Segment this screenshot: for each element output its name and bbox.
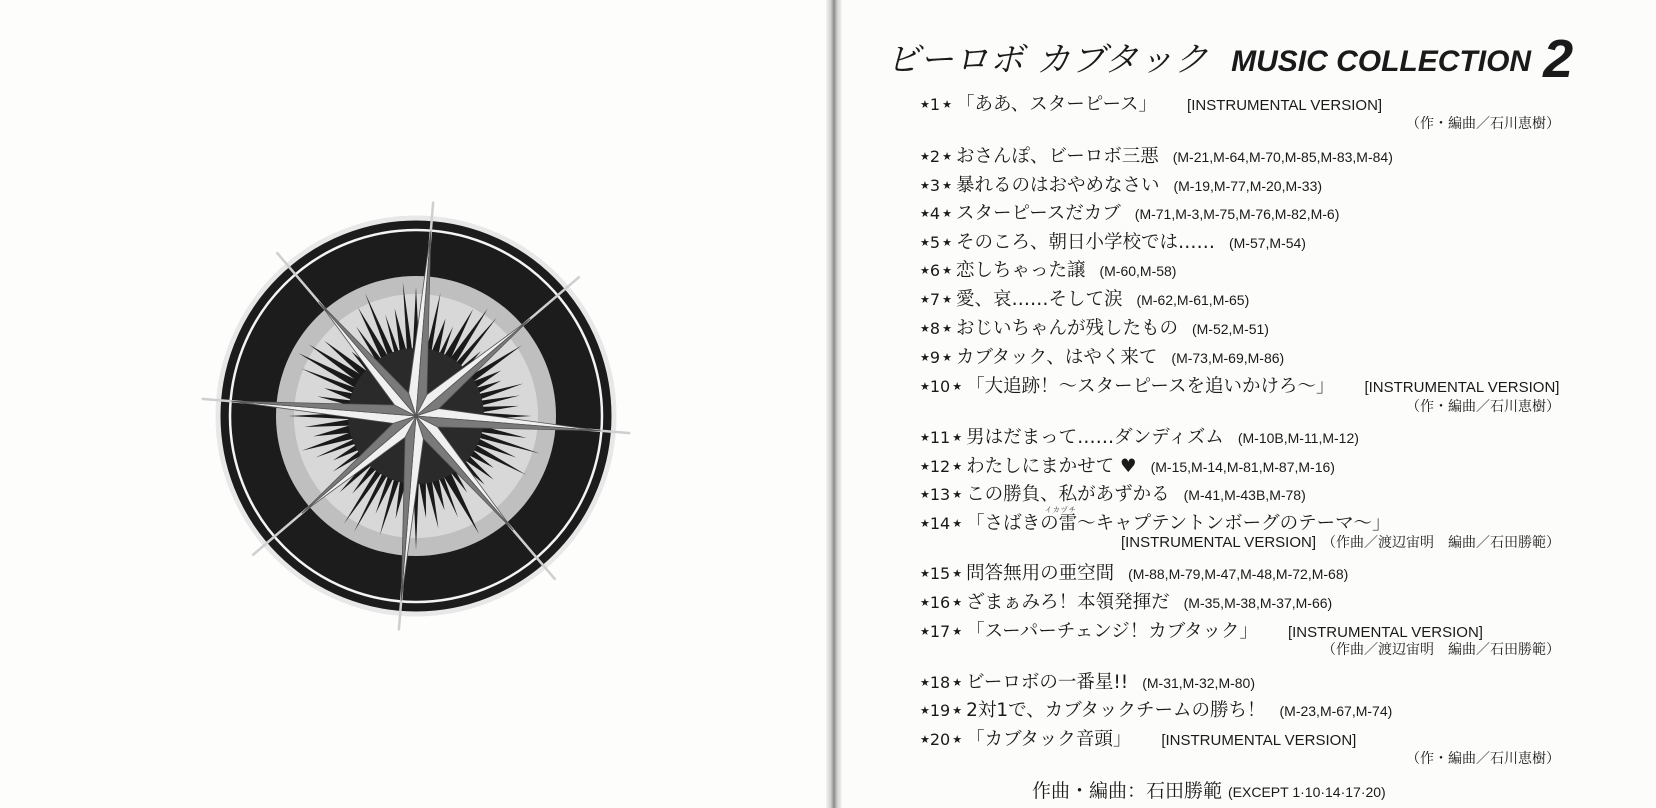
- album-title: [886, 28, 1573, 90]
- track-cue-list: (M-35,M-38,M-37,M-66): [1183, 595, 1333, 611]
- track-20: [920, 729, 1356, 752]
- track-cue-list: (M-57,M-54): [1228, 235, 1306, 251]
- compass-star-emblem: [196, 196, 636, 636]
- star-icon: ★: [952, 733, 963, 746]
- star-icon: ★: [942, 179, 952, 192]
- track-number: 13: [929, 485, 951, 504]
- track-number: 9: [929, 348, 941, 367]
- track-title: 「ああ、スターピース」: [955, 94, 1158, 115]
- star-icon: ★: [920, 322, 930, 335]
- track-number: 8: [929, 319, 941, 338]
- star-icon: ★: [952, 517, 963, 530]
- star-icon: ★: [920, 704, 930, 717]
- track-cue-list: (M-19,M-77,M-20,M-33): [1173, 178, 1323, 194]
- track-10: [920, 376, 1559, 399]
- track-cue-list: (M-71,M-3,M-75,M-76,M-82,M-6): [1134, 206, 1340, 222]
- star-icon: ★: [942, 351, 952, 364]
- composer-credit: （作・編曲／石川恵樹）: [1406, 399, 1560, 415]
- star-icon: ★: [952, 704, 963, 717]
- track-number: 3: [929, 176, 941, 195]
- track-9: [920, 347, 1284, 369]
- track-title: ビーロボの一番星!!: [966, 672, 1129, 693]
- star-icon: ★: [920, 431, 930, 444]
- star-icon: ★: [952, 380, 963, 393]
- track-number: 11: [929, 428, 951, 447]
- track-cue-list: (M-15,M-14,M-81,M-87,M-16): [1150, 459, 1335, 475]
- instrumental-version-label: [INSTRUMENTAL VERSION]: [1187, 97, 1383, 114]
- star-icon: ★: [920, 625, 930, 638]
- track-cue-list: (M-52,M-51): [1191, 321, 1269, 337]
- track-title: カブタック、はやく来て: [955, 347, 1158, 368]
- track-13: [920, 484, 1306, 506]
- track-number: 17: [929, 622, 951, 641]
- track-title: ざまぁみろ！本領発揮だ: [966, 592, 1170, 613]
- instrumental-version-label: [INSTRUMENTAL VERSION]: [1120, 534, 1316, 551]
- track-11: [920, 427, 1359, 449]
- track-cue-list: (M-62,M-61,M-65): [1136, 292, 1250, 308]
- track-14: [920, 513, 1391, 535]
- title-japanese: ビーロボ カブタック: [886, 40, 1210, 80]
- star-icon: ★: [920, 264, 930, 277]
- track-title: 問答無用の亜空間: [966, 563, 1115, 584]
- track-number: 19: [929, 701, 951, 720]
- track-number: 15: [929, 564, 951, 583]
- star-icon: ★: [942, 236, 952, 249]
- instrumental-version-label: [INSTRUMENTAL VERSION]: [1161, 732, 1357, 749]
- track-title: 「さばきの雷～キャプテントンボーグのテーマ～」: [966, 513, 1391, 534]
- track-cue-list: (M-60,M-58): [1099, 263, 1177, 279]
- track-14-ruby: イカヅチ: [1045, 506, 1077, 514]
- star-icon: ★: [952, 567, 963, 580]
- footer-composer-arranger: 作曲・編曲：石田勝範: [1032, 780, 1223, 802]
- track-number: 1: [929, 95, 941, 114]
- star-icon: ★: [920, 236, 930, 249]
- star-icon: ★: [920, 150, 930, 163]
- star-icon: ★: [942, 322, 952, 335]
- track-10-credit-line: [1406, 398, 1560, 416]
- track-20-credit-line: [1406, 750, 1560, 768]
- track-3: [920, 175, 1322, 197]
- star-icon: ★: [920, 293, 930, 306]
- track-title: おさんぽ、ビーロボ三悪: [955, 146, 1159, 167]
- track-1-credit-line: [1406, 115, 1560, 133]
- track-number: 6: [929, 261, 941, 280]
- title-volume-number: 2: [1543, 29, 1574, 89]
- star-icon: ★: [920, 676, 930, 689]
- star-icon: ★: [920, 733, 930, 746]
- track-title: 「スーパーチェンジ！カブタック」: [966, 621, 1258, 642]
- star-icon: ★: [952, 676, 963, 689]
- footer-except-note: (EXCEPT 1·10·14·17·20): [1228, 784, 1386, 800]
- track-title: おじいちゃんが残したもの: [955, 318, 1178, 339]
- star-icon: ★: [920, 567, 930, 580]
- track-15: [920, 563, 1348, 585]
- star-icon: ★: [942, 98, 952, 111]
- track-4: [920, 203, 1339, 225]
- track-cue-list: (M-31,M-32,M-80): [1142, 675, 1255, 691]
- track-7: [920, 289, 1249, 311]
- track-cue-list: (M-41,M-43B,M-78): [1183, 487, 1306, 503]
- track-number: 20: [929, 730, 951, 749]
- star-icon: ★: [942, 264, 952, 277]
- star-icon: ★: [952, 596, 963, 609]
- star-icon: ★: [952, 460, 963, 473]
- track-title: 「カブタック音頭」: [966, 729, 1132, 750]
- track-number: 5: [929, 233, 941, 252]
- track-title: この勝負、私があずかる: [966, 484, 1170, 505]
- composer-credit: （作曲／渡辺宙明 編曲／石田勝範）: [1322, 642, 1560, 658]
- star-icon: ★: [920, 596, 930, 609]
- star-icon: ★: [952, 488, 963, 501]
- composer-credit: （作・編曲／石川恵樹）: [1406, 751, 1560, 767]
- star-icon: ★: [920, 98, 930, 111]
- track-number: 12: [929, 457, 951, 476]
- track-cue-list: (M-10B,M-11,M-12): [1237, 430, 1359, 446]
- track-title: わたしにまかせて ♥: [966, 456, 1137, 477]
- track-title: 2対1で、カブタックチームの勝ち！: [966, 700, 1266, 721]
- track-1: [920, 94, 1382, 117]
- track-12: [920, 456, 1335, 478]
- track-8: [920, 318, 1269, 340]
- star-icon: ★: [952, 625, 963, 638]
- track-16: [920, 592, 1332, 614]
- track-number: 18: [929, 673, 951, 692]
- track-14-credit-line: [1121, 534, 1560, 552]
- instrumental-version-label: [INSTRUMENTAL VERSION]: [1287, 624, 1483, 641]
- track-cue-list: (M-73,M-69,M-86): [1171, 350, 1285, 366]
- track-title: 恋しちゃった譲: [955, 260, 1086, 281]
- star-icon: ★: [920, 351, 930, 364]
- track-number: 16: [929, 593, 951, 612]
- composer-credit: （作・編曲／石川恵樹）: [1406, 116, 1560, 132]
- track-2: [920, 146, 1393, 168]
- track-cue-list: (M-21,M-64,M-70,M-85,M-83,M-84): [1172, 149, 1393, 165]
- star-icon: ★: [920, 488, 930, 501]
- instrumental-version-label: [INSTRUMENTAL VERSION]: [1364, 379, 1560, 396]
- star-icon: ★: [920, 517, 930, 530]
- track-title: スターピースだカブ: [955, 203, 1121, 224]
- star-icon: ★: [942, 293, 952, 306]
- track-title: そのころ、朝日小学校では……: [955, 232, 1215, 253]
- track-title: 「大追跡！～スターピースを追いかけろ～」: [966, 376, 1335, 397]
- track-17-credit-line: [1322, 641, 1560, 659]
- composer-credit: （作曲／渡辺宙明 編曲／石田勝範）: [1322, 535, 1560, 551]
- track-title: 暴れるのはおやめなさい: [955, 175, 1160, 196]
- star-icon: ★: [952, 431, 963, 444]
- track-number: 7: [929, 290, 941, 309]
- footer-credit: [1032, 776, 1386, 803]
- title-music-collection: MUSIC COLLECTION: [1231, 45, 1532, 78]
- star-icon: ★: [920, 460, 930, 473]
- track-title: 愛、哀……そして涙: [955, 289, 1123, 310]
- star-icon: ★: [942, 150, 952, 163]
- track-5: [920, 232, 1306, 254]
- track-cue-list: (M-88,M-79,M-47,M-48,M-72,M-68): [1128, 566, 1349, 582]
- track-title: 男はだまって……ダンディズム: [966, 427, 1224, 448]
- book-gutter: [826, 0, 842, 808]
- track-6: [920, 260, 1176, 282]
- track-19: [920, 700, 1392, 722]
- star-icon: ★: [942, 207, 952, 220]
- track-number: 14: [929, 514, 951, 533]
- track-number: 10: [929, 377, 951, 396]
- track-number: 2: [929, 147, 941, 166]
- track-18: [920, 672, 1255, 694]
- star-icon: ★: [920, 207, 930, 220]
- track-number: 4: [929, 204, 941, 223]
- track-cue-list: (M-23,M-67,M-74): [1279, 703, 1393, 719]
- star-icon: ★: [920, 179, 930, 192]
- star-icon: ★: [920, 380, 930, 393]
